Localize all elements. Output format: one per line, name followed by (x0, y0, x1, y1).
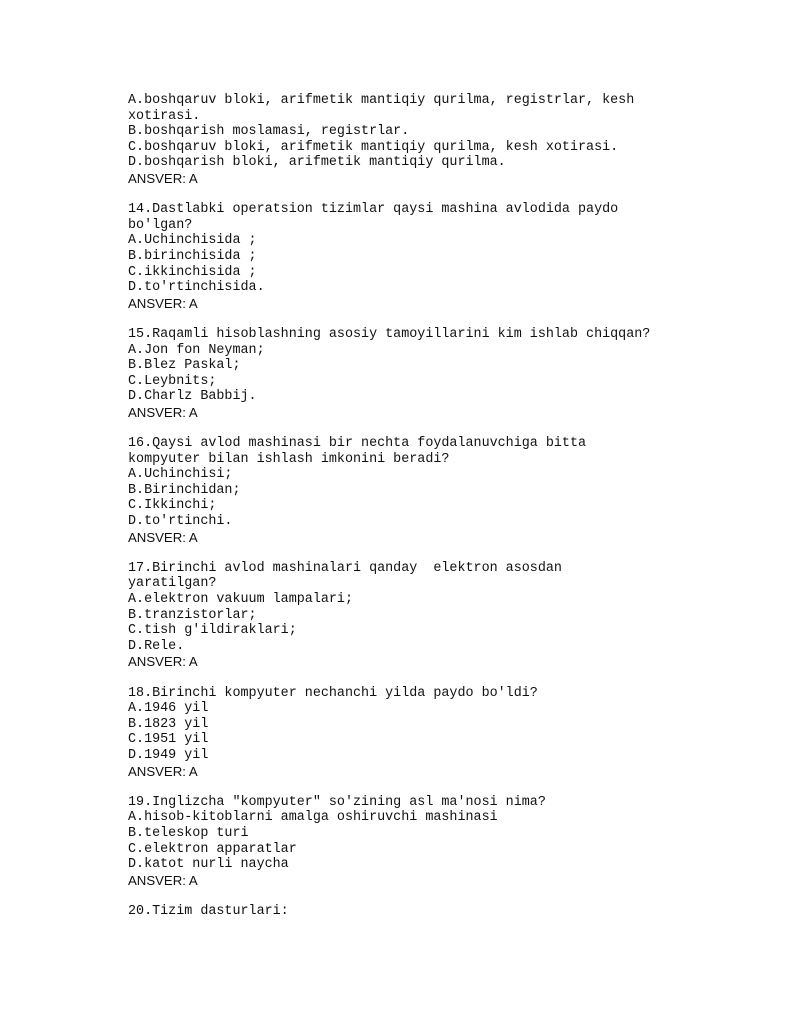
option-text: D.to'rtinchi. (128, 514, 233, 530)
blank-line (128, 888, 688, 904)
option-text: B.tranzistorlar; (128, 607, 257, 623)
option-text: D.boshqarish bloki, arifmetik mantiqiy qurilma. (128, 155, 506, 171)
question-text: 19.Inglizcha "kompyuter" so'zining asl ma'nosi nima? (128, 794, 546, 810)
question-text: 17.Birinchi avlod mashinalari qanday elektron asosdan (128, 560, 562, 576)
blank-line (128, 420, 688, 436)
option-text: D.Charlz Babbij. (128, 389, 257, 405)
blank-line (128, 779, 688, 795)
answer-line: ANSVER: A (128, 295, 198, 311)
option-text: D.katot nurli naycha (128, 857, 289, 873)
option-text: C.Leybnits; (128, 373, 217, 389)
option-text: C.Ikkinchi; (128, 498, 217, 514)
option-text: B.birinchisida ; (128, 248, 257, 264)
option-text: A.hisob-kitoblarni amalga oshiruvchi mashinasi (128, 810, 498, 826)
question-text: 14.Dastlabki operatsion tizimlar qaysi mashina avlodida paydo (128, 202, 619, 218)
blank-line (128, 670, 688, 686)
question-text: kompyuter bilan ishlash imkonini beradi? (128, 451, 450, 467)
question-text: 15.Raqamli hisoblashning asosiy tamoyillarini kim ishlab chiqqan? (128, 326, 651, 342)
option-text: D.1949 yil (128, 747, 209, 763)
answer-line: ANSVER: A (128, 170, 198, 186)
option-text: A.boshqaruv bloki, arifmetik mantiqiy qurilma, registrlar, kesh (128, 93, 635, 108)
option-text: B.boshqarish moslamasi, registrlar. (128, 124, 410, 140)
question-text: 18.Birinchi kompyuter nechanchi yilda paydo bo'ldi? (128, 685, 538, 701)
document-body (128, 93, 688, 919)
answer-line: ANSVER: A (128, 654, 198, 670)
option-text: C.tish g'ildiraklari; (128, 623, 297, 639)
option-text: xotirasi. (128, 108, 201, 124)
option-text: C.1951 yil (128, 732, 209, 748)
option-text: A.1946 yil (128, 701, 209, 717)
option-text: C.boshqaruv bloki, arifmetik mantiqiy qurilma, kesh xotirasi. (128, 139, 619, 155)
question-text: 16.Qaysi avlod mashinasi bir nechta foydalanuvchiga bitta (128, 436, 587, 452)
option-text: A.Uchinchisida ; (128, 233, 257, 249)
option-text: B.Birinchidan; (128, 482, 241, 498)
question-text: bo'lgan? (128, 217, 193, 233)
option-text: B.Blez Paskal; (128, 358, 241, 374)
option-text: A.elektron vakuum lampalari; (128, 592, 353, 607)
blank-line (128, 187, 688, 203)
option-text: D.Rele. (128, 638, 185, 654)
option-text: B.1823 yil (128, 716, 209, 732)
option-text: C.elektron apparatlar (128, 841, 297, 857)
blank-line (128, 311, 688, 327)
blank-line (128, 545, 688, 561)
question-text: 20.Tizim dasturlari: (128, 903, 289, 919)
option-text: A.Jon fon Neyman; (128, 342, 265, 358)
answer-line: ANSVER: A (128, 529, 198, 545)
answer-line: ANSVER: A (128, 872, 198, 888)
option-text: D.to'rtinchisida. (128, 280, 265, 296)
option-text: B.teleskop turi (128, 825, 249, 841)
question-text: yaratilgan? (128, 576, 217, 592)
option-text: A.Uchinchisi; (128, 467, 233, 483)
option-text: C.ikkinchisida ; (128, 264, 257, 280)
answer-line: ANSVER: A (128, 763, 198, 779)
answer-line: ANSVER: A (128, 404, 198, 420)
